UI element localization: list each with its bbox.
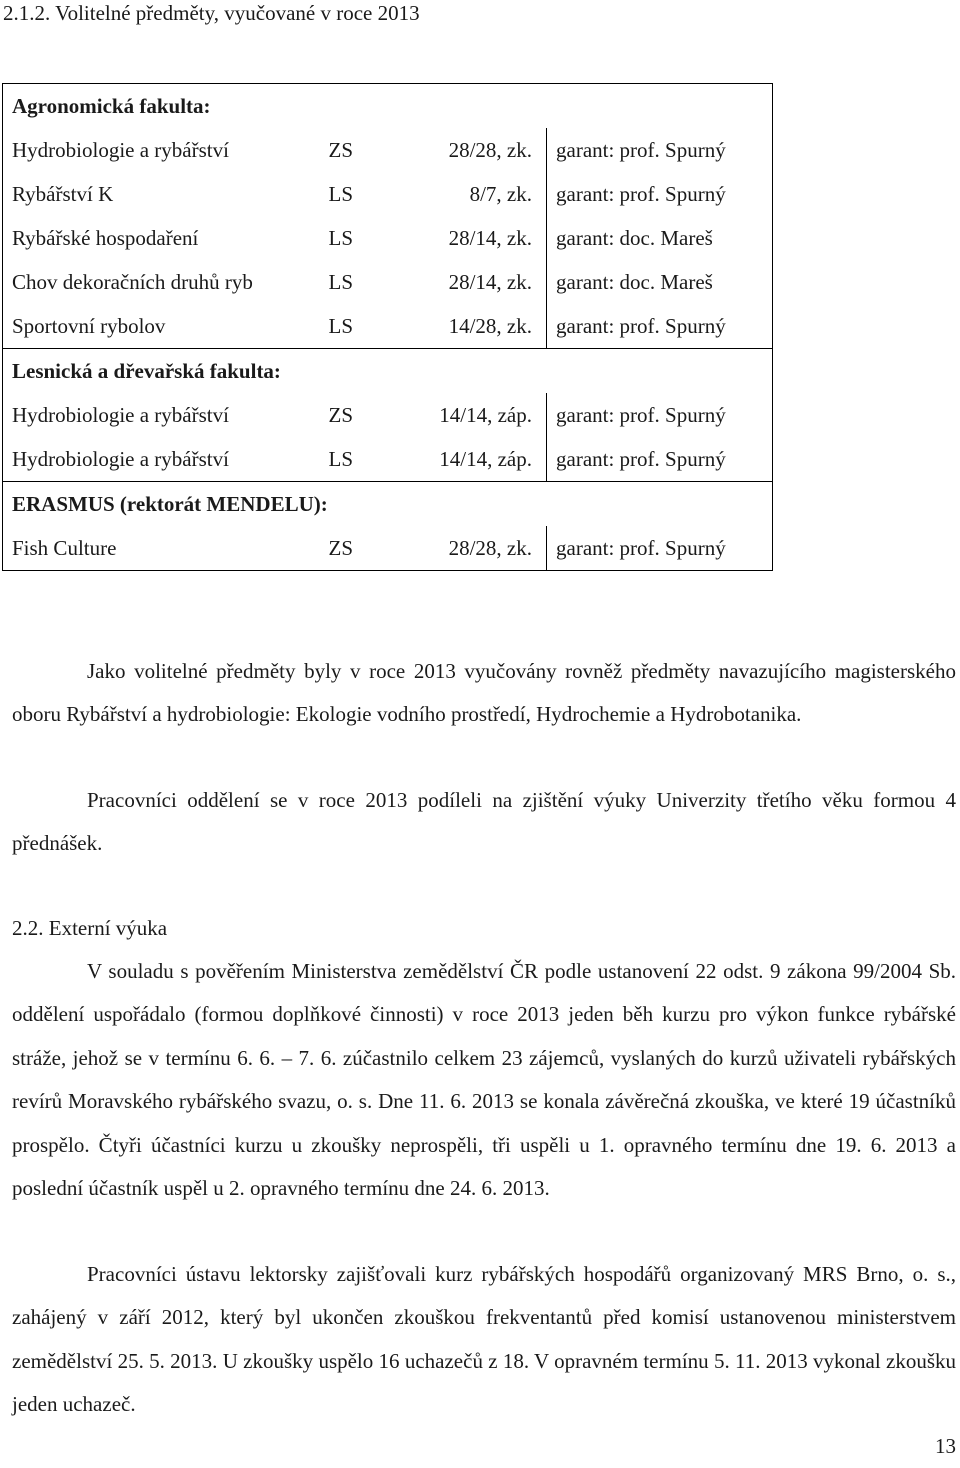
course-semester: LS	[328, 446, 354, 471]
table-row	[3, 304, 773, 349]
course-hours: 28/28, zk.	[397, 526, 547, 571]
course-semester: LS	[328, 269, 354, 294]
table-row	[3, 216, 773, 260]
course-guarantor: garant: doc. Mareš	[547, 260, 773, 304]
course-guarantor: garant: doc. Mareš	[547, 216, 773, 260]
course-hours: 14/14, záp.	[397, 393, 547, 437]
course-name: Rybářské hospodaření	[3, 216, 305, 260]
table-row	[3, 437, 773, 482]
course-guarantor: garant: prof. Spurný	[547, 437, 773, 482]
course-hours: 28/14, zk.	[397, 216, 547, 260]
table-row	[3, 393, 773, 437]
paragraph-elective-note: Jako volitelné předměty byly v roce 2013 vyučovány rovněž předměty navazujícího magisterského oboru Rybářství a hydrobiologie: Ekologie vodního prostředí, Hydrochemie a Hydrobotanika.	[12, 659, 956, 727]
table-row	[3, 526, 773, 571]
course-hours: 14/14, záp.	[397, 437, 547, 482]
page-number: 13	[935, 1434, 956, 1458]
course-name: Sportovní rybolov	[3, 304, 305, 349]
course-semester: ZS	[328, 137, 354, 162]
course-hours: 28/14, zk.	[397, 260, 547, 304]
course-guarantor: garant: prof. Spurný	[547, 393, 773, 437]
table-section-row	[3, 349, 773, 394]
course-name: Hydrobiologie a rybářství	[3, 437, 305, 482]
faculty-name: Agronomická fakulta:	[3, 84, 773, 129]
faculty-name: ERASMUS (rektorát MENDELU):	[3, 482, 773, 527]
course-hours: 8/7, zk.	[397, 172, 547, 216]
table-section-row	[3, 482, 773, 527]
paragraph-fishery-managers-course: Pracovníci ústavu lektorsky zajišťovali kurz rybářských hospodářů organizovaný MRS Brno, o. s., zahájený v září 2012, který byl ukončen zkouškou frekventantů před komisí ustanovenou ministerstvem zemědělství 25. 5. 2013. U zkoušky uspělo 16 uchazečů z 18. V opravném termínu 5. 11. 2013 vykonal zkoušku jeden uchazeč.	[12, 1262, 956, 1417]
course-hours: 14/28, zk.	[397, 304, 547, 349]
course-guarantor: garant: prof. Spurný	[547, 128, 773, 172]
course-name: Rybářství K	[3, 172, 305, 216]
course-semester: ZS	[328, 402, 354, 427]
paragraph-u3v-note: Pracovníci oddělení se v roce 2013 podíleli na zjištění výuky Univerzity třetího věku formou 4 přednášek.	[12, 788, 956, 856]
table-row	[3, 260, 773, 304]
course-semester: LS	[328, 181, 354, 206]
course-guarantor: garant: prof. Spurný	[547, 172, 773, 216]
course-guarantor: garant: prof. Spurný	[547, 304, 773, 349]
section-title: 2.1.2. Volitelné předměty, vyučované v roce 2013	[3, 1, 420, 25]
paragraph-fishing-guard-course: V souladu s pověřením Ministerstva zemědělství ČR podle ustanovení 22 odst. 9 zákona 99/2004 Sb. oddělení uspořádalo (formou doplňkové činnosti) v roce 2013 jeden běh kurzu pro výkon funkce rybářské stráže, jehož se v termínu 6. 6. – 7. 6. zúčastnilo celkem 23 zájemců, vyslaných do kurzů uživateli rybářských revírů Moravského rybářského svazu, o. s. Dne 11. 6. 2013 se konala závěrečná zkouška, ve které 19 účastníků prospělo. Čtyři účastníci kurzu u zkoušky neprospěli, tři uspěli u 1. opravného termínu dne 19. 6. 2013 a poslední účastník uspěl u 2. opravného termínu dne 24. 6. 2013.	[12, 959, 956, 1201]
course-semester: LS	[328, 313, 354, 338]
faculty-name: Lesnická a dřevařská fakulta:	[3, 349, 773, 394]
course-name: Hydrobiologie a rybářství	[3, 128, 305, 172]
table-section-row	[3, 84, 773, 129]
table-row	[3, 172, 773, 216]
course-name: Hydrobiologie a rybářství	[3, 393, 305, 437]
course-guarantor: garant: prof. Spurný	[547, 526, 773, 571]
elective-courses-table	[2, 83, 773, 571]
course-semester: LS	[328, 225, 354, 250]
course-semester: ZS	[305, 526, 397, 571]
course-name: Chov dekoračních druhů ryb	[3, 260, 305, 304]
subsection-title: 2.2. Externí výuka	[12, 916, 168, 940]
course-hours: 28/28, zk.	[397, 128, 547, 172]
course-name: Fish Culture	[3, 526, 305, 571]
table-row	[3, 128, 773, 172]
